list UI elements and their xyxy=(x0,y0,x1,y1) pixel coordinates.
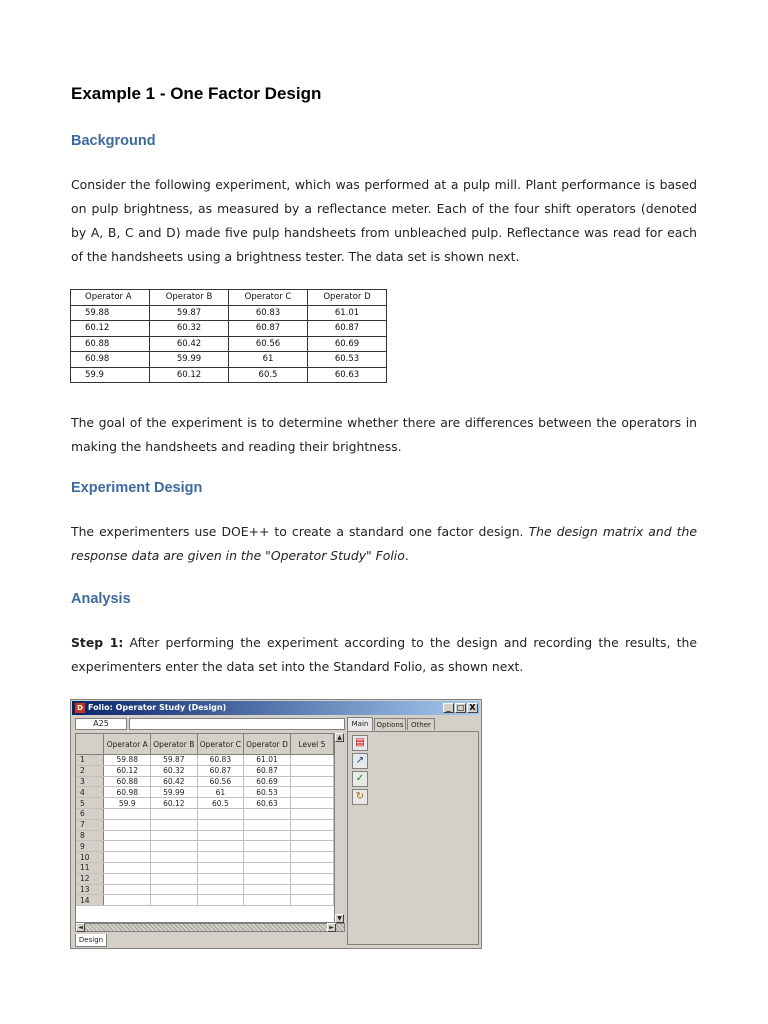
grid-row-header[interactable]: 2 xyxy=(76,765,104,776)
table-cell: 60.12 xyxy=(150,367,229,383)
formula-input[interactable] xyxy=(129,718,345,730)
tab-main[interactable]: Main xyxy=(347,717,373,731)
grid-row xyxy=(76,819,334,830)
grid-row xyxy=(76,776,334,787)
grid-cell[interactable] xyxy=(104,808,151,819)
scroll-down-icon[interactable]: ▼ xyxy=(335,914,344,923)
paragraph-step1 xyxy=(71,631,697,679)
section-heading-experiment-design: Experiment Design xyxy=(71,480,203,496)
table-cell: 61 xyxy=(229,352,308,368)
grid-cell[interactable] xyxy=(244,895,291,906)
design-italic-text: The design matrix and the response data are given in the "Operator Study" Folio xyxy=(71,524,697,563)
grid-cell[interactable] xyxy=(244,884,291,895)
step1-text: After performing the experiment according to the design and recording the results, the experimenters enter the data set into the Standard Folio, as shown next. xyxy=(71,635,697,674)
table-row xyxy=(71,352,387,368)
grid-row-header[interactable]: 4 xyxy=(76,787,104,798)
cell-reference-box[interactable]: A25 xyxy=(75,718,127,730)
grid-cell[interactable] xyxy=(104,819,151,830)
grid-cell[interactable] xyxy=(197,884,244,895)
table-header-cell: Operator B xyxy=(150,290,229,306)
grid-cell[interactable] xyxy=(197,808,244,819)
tab-other[interactable]: Other xyxy=(407,718,435,730)
section-heading-background: Background xyxy=(71,133,156,149)
grid-cell[interactable] xyxy=(244,830,291,841)
grid-cell[interactable]: 60.12 xyxy=(151,798,198,809)
grid-cell[interactable]: 59.9 xyxy=(104,798,151,809)
grid-cell[interactable] xyxy=(151,841,198,852)
grid-cell[interactable]: 59.99 xyxy=(151,787,198,798)
grid-cell[interactable] xyxy=(197,873,244,884)
folio-title: Folio: Operator Study (Design) xyxy=(88,703,227,712)
grid-row-header[interactable]: 8 xyxy=(76,830,104,841)
main-tab-panel xyxy=(347,731,479,945)
grid-cell[interactable] xyxy=(104,841,151,852)
table-cell: 61.01 xyxy=(308,305,387,321)
page-title: Example 1 - One Factor Design xyxy=(71,84,322,103)
grid-cell[interactable] xyxy=(151,895,198,906)
table-header-cell: Operator A xyxy=(71,290,150,306)
table-cell: 60.5 xyxy=(229,367,308,383)
table-cell: 60.12 xyxy=(71,321,150,337)
grid-row-header[interactable]: 9 xyxy=(76,841,104,852)
grid-cell[interactable]: 60.87 xyxy=(244,765,291,776)
table-cell: 60.42 xyxy=(150,336,229,352)
grid-cell[interactable] xyxy=(151,830,198,841)
step1-label: Step 1: xyxy=(71,635,124,650)
paragraph-goal: The goal of the experiment is to determine whether there are differences between the operators in making the handsheets and reading their brightness. xyxy=(71,415,697,454)
grid-row-header[interactable]: 14 xyxy=(76,895,104,906)
doe-app-icon: D xyxy=(75,703,85,713)
table-cell: 60.69 xyxy=(308,336,387,352)
grid-cell[interactable] xyxy=(290,787,333,798)
spreadsheet-grid[interactable] xyxy=(75,733,335,923)
grid-cell[interactable] xyxy=(290,841,333,852)
grid-row xyxy=(76,755,334,766)
grid-cell[interactable] xyxy=(290,798,333,809)
grid-cell[interactable] xyxy=(197,862,244,873)
grid-column-header[interactable]: Level 5 xyxy=(290,734,333,755)
grid-row-header[interactable]: 13 xyxy=(76,884,104,895)
grid-cell[interactable] xyxy=(290,862,333,873)
table-header-cell: Operator D xyxy=(308,290,387,306)
table-cell: 60.88 xyxy=(71,336,150,352)
grid-cell[interactable] xyxy=(290,852,333,863)
folio-window xyxy=(70,699,482,949)
table-cell: 60.32 xyxy=(150,321,229,337)
grid-cell[interactable] xyxy=(244,808,291,819)
grid-cell[interactable]: 60.56 xyxy=(197,776,244,787)
table-cell: 60.53 xyxy=(308,352,387,368)
grid-column-header[interactable]: Operator B xyxy=(151,734,198,755)
grid-row-header[interactable]: 7 xyxy=(76,819,104,830)
grid-cell[interactable]: 60.63 xyxy=(244,798,291,809)
vertical-scrollbar[interactable] xyxy=(335,733,345,923)
paragraph-design xyxy=(71,520,697,568)
table-row xyxy=(71,367,387,383)
grid-row xyxy=(76,884,334,895)
table-cell: 60.83 xyxy=(229,305,308,321)
grid-cell[interactable]: 60.83 xyxy=(197,755,244,766)
grid-row-header[interactable]: 10 xyxy=(76,852,104,863)
grid-column-header[interactable]: Operator D xyxy=(244,734,291,755)
close-button[interactable]: X xyxy=(467,703,478,713)
grid-cell[interactable] xyxy=(290,819,333,830)
grid-cell[interactable] xyxy=(151,852,198,863)
scroll-left-icon[interactable]: ◄ xyxy=(76,923,85,932)
design-text: The experimenters use DOE++ to create a standard one factor design. xyxy=(71,524,529,539)
table-cell: 60.98 xyxy=(71,352,150,368)
table-cell: 60.56 xyxy=(229,336,308,352)
grid-row xyxy=(76,852,334,863)
grid-column-header[interactable]: Operator C xyxy=(197,734,244,755)
table-cell: 60.87 xyxy=(229,321,308,337)
section-heading-analysis: Analysis xyxy=(71,591,131,607)
tab-options[interactable]: Options xyxy=(374,718,406,730)
scroll-up-icon[interactable]: ▲ xyxy=(335,733,344,742)
horizontal-scrollbar[interactable] xyxy=(75,923,345,932)
grid-cell[interactable] xyxy=(290,765,333,776)
grid-cell[interactable]: 60.32 xyxy=(151,765,198,776)
grid-row-header[interactable]: 5 xyxy=(76,798,104,809)
grid-cell[interactable]: 59.87 xyxy=(151,755,198,766)
grid-cell[interactable] xyxy=(151,884,198,895)
control-panel xyxy=(347,717,479,945)
grid-corner[interactable] xyxy=(76,734,104,755)
table-cell: 60.87 xyxy=(308,321,387,337)
grid-cell[interactable] xyxy=(290,895,333,906)
minimize-button[interactable]: _ xyxy=(443,703,454,713)
grid-cell[interactable]: 61 xyxy=(197,787,244,798)
grid-cell[interactable] xyxy=(151,819,198,830)
table-header-cell: Operator C xyxy=(229,290,308,306)
grid-cell[interactable] xyxy=(151,873,198,884)
grid-cell[interactable] xyxy=(290,776,333,787)
grid-cell[interactable] xyxy=(290,873,333,884)
grid-row-header[interactable]: 1 xyxy=(76,755,104,766)
grid-cell[interactable] xyxy=(151,808,198,819)
grid-cell[interactable]: 60.53 xyxy=(244,787,291,798)
grid-cell[interactable] xyxy=(104,873,151,884)
grid-row-header[interactable]: 3 xyxy=(76,776,104,787)
grid-cell[interactable] xyxy=(197,895,244,906)
grid-row-header[interactable]: 6 xyxy=(76,808,104,819)
grid-row xyxy=(76,765,334,776)
grid-cell[interactable] xyxy=(197,852,244,863)
sheet-tab-design[interactable]: Design xyxy=(75,934,107,947)
maximize-button[interactable]: □ xyxy=(456,703,465,712)
table-row xyxy=(71,336,387,352)
grid-row xyxy=(76,798,334,809)
refresh-icon[interactable]: ↻ xyxy=(352,789,368,805)
grid-cell[interactable] xyxy=(104,830,151,841)
grid-row xyxy=(76,873,334,884)
table-cell: 60.63 xyxy=(308,367,387,383)
grid-row xyxy=(76,808,334,819)
design-end: . xyxy=(404,548,409,563)
grid-cell[interactable] xyxy=(290,884,333,895)
grid-column-header[interactable]: Operator A xyxy=(104,734,151,755)
grid-row xyxy=(76,841,334,852)
grid-cell[interactable] xyxy=(197,830,244,841)
grid-cell[interactable] xyxy=(104,862,151,873)
paragraph-intro: Consider the following experiment, which was performed at a pulp mill. Plant performance is based on pulp brightness, as measured by a reflectance meter. Each of the four shift operators (denoted by A, B, C and D) made five pulp handsheets from unbleached pulp. Reflectance was read for each of the handsheets using a brightness tester. The data set is shown next. xyxy=(71,177,697,264)
table-cell: 59.99 xyxy=(150,352,229,368)
grid-cell[interactable]: 59.88 xyxy=(104,755,151,766)
grid-row-header[interactable]: 11 xyxy=(76,862,104,873)
grid-cell[interactable]: 60.42 xyxy=(151,776,198,787)
grid-cell[interactable]: 60.69 xyxy=(244,776,291,787)
grid-cell[interactable] xyxy=(290,830,333,841)
grid-cell[interactable]: 60.88 xyxy=(104,776,151,787)
grid-cell[interactable]: 60.5 xyxy=(197,798,244,809)
scroll-right-icon[interactable]: ► xyxy=(327,923,336,932)
pdf-icon[interactable]: ▤ xyxy=(352,735,368,751)
grid-cell[interactable] xyxy=(244,852,291,863)
grid-cell[interactable] xyxy=(290,808,333,819)
table-cell: 59.87 xyxy=(150,305,229,321)
table-cell: 59.88 xyxy=(71,305,150,321)
grid-row-header[interactable]: 12 xyxy=(76,873,104,884)
grid-cell[interactable] xyxy=(104,884,151,895)
grid-cell[interactable] xyxy=(244,819,291,830)
calculate-icon[interactable]: ✓ xyxy=(352,771,368,787)
grid-cell[interactable]: 60.87 xyxy=(197,765,244,776)
grid-cell[interactable] xyxy=(290,755,333,766)
folio-titlebar[interactable] xyxy=(72,701,480,715)
grid-row xyxy=(76,830,334,841)
grid-cell[interactable]: 60.98 xyxy=(104,787,151,798)
grid-cell[interactable] xyxy=(197,841,244,852)
operator-data-table xyxy=(70,289,387,383)
grid-cell[interactable]: 60.12 xyxy=(104,765,151,776)
table-header-row xyxy=(71,290,387,306)
table-row xyxy=(71,321,387,337)
grid-row xyxy=(76,787,334,798)
grid-cell[interactable] xyxy=(244,873,291,884)
table-row xyxy=(71,305,387,321)
grid-cell[interactable] xyxy=(244,862,291,873)
grid-cell[interactable] xyxy=(104,852,151,863)
grid-row xyxy=(76,862,334,873)
grid-cell[interactable] xyxy=(104,895,151,906)
grid-cell[interactable] xyxy=(151,862,198,873)
grid-cell[interactable] xyxy=(197,819,244,830)
chart-icon[interactable]: ↗ xyxy=(352,753,368,769)
grid-cell[interactable] xyxy=(244,841,291,852)
table-cell: 59.9 xyxy=(71,367,150,383)
grid-cell[interactable]: 61.01 xyxy=(244,755,291,766)
grid-row xyxy=(76,895,334,906)
